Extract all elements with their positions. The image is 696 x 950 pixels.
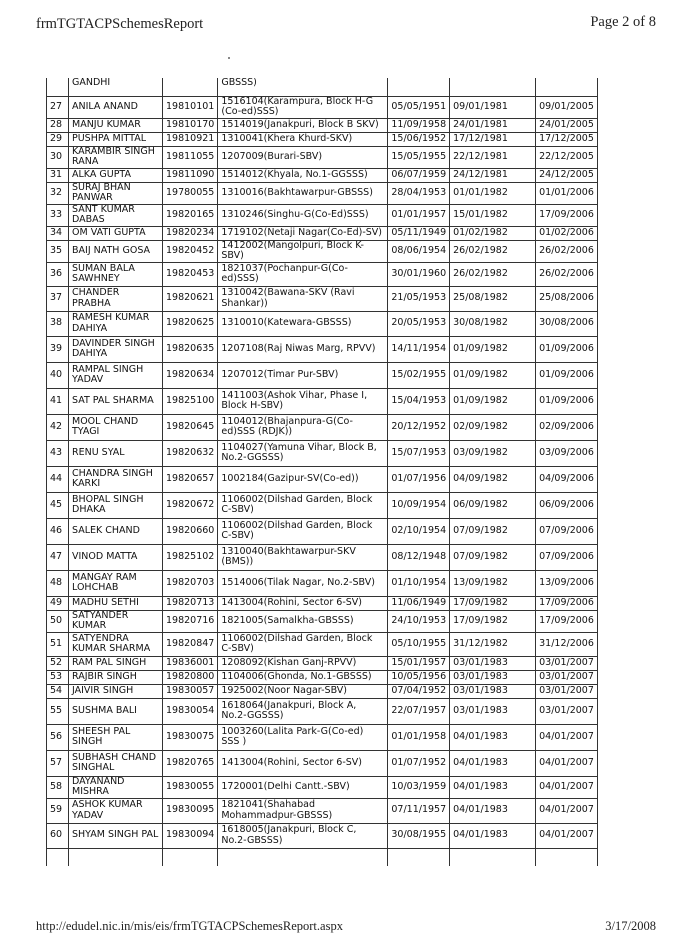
- cell-acp-date: 01/09/2006: [536, 336, 598, 362]
- cell-name: RAMPAL SINGH YADAV: [69, 362, 163, 388]
- cell-dob: 01/10/1954: [388, 570, 450, 596]
- cell-name: SHYAM SINGH PAL: [69, 823, 163, 848]
- cell-school: 1207012(Timar Pur-SBV): [218, 362, 388, 388]
- cell-name: OM VATI GUPTA: [69, 226, 163, 240]
- table-row: [47, 596, 598, 610]
- table-row: [47, 132, 598, 146]
- cell-sno: 32: [47, 182, 69, 204]
- cell-sno: 57: [47, 750, 69, 776]
- cell-code: 19830054: [163, 698, 218, 724]
- cell-acp-date: 03/01/2007: [536, 670, 598, 684]
- cell-sno: 48: [47, 570, 69, 596]
- cell-dob: 05/05/1951: [388, 96, 450, 118]
- cell-sno: 50: [47, 610, 69, 632]
- cell-code: 19820672: [163, 492, 218, 518]
- empty-cell: [69, 848, 163, 866]
- cell-name: RENU SYAL: [69, 440, 163, 466]
- cell-name: SURAJ BHAN PANWAR: [69, 182, 163, 204]
- cell-name: DAVINDER SINGH DAHIYA: [69, 336, 163, 362]
- cell-doj: 22/12/1981: [450, 146, 536, 168]
- cell-school: 1104027(Yamuna Vihar, Block B, No.2-GGSSS): [218, 440, 388, 466]
- cell-sno: 60: [47, 823, 69, 848]
- cell-code: 19780055: [163, 182, 218, 204]
- table-row: [47, 698, 598, 724]
- cell-acp-date: 26/02/2006: [536, 240, 598, 262]
- cell-dob: 01/07/1952: [388, 750, 450, 776]
- cell-code: 19820765: [163, 750, 218, 776]
- cell-name: SATYENDRA KUMAR SHARMA: [69, 632, 163, 656]
- cell-dob: 21/05/1953: [388, 286, 450, 311]
- cell-school: 1104006(Ghonda, No.1-GBSSS): [218, 670, 388, 684]
- cell-code: 19820165: [163, 204, 218, 226]
- cell-doj: [450, 78, 536, 96]
- cell-code: 19830055: [163, 776, 218, 798]
- cell-sno: 42: [47, 414, 69, 440]
- table-row: [47, 240, 598, 262]
- cell-acp-date: 01/01/2006: [536, 182, 598, 204]
- empty-cell: [218, 848, 388, 866]
- cell-school: GBSSS): [218, 78, 388, 96]
- cell-doj: 01/09/1982: [450, 388, 536, 414]
- table-row: [47, 204, 598, 226]
- cell-code: 19820657: [163, 466, 218, 492]
- cell-code: 19820800: [163, 670, 218, 684]
- table-row: [47, 168, 598, 182]
- cell-dob: 30/01/1960: [388, 262, 450, 286]
- table-row: [47, 798, 598, 823]
- cell-school: 1413004(Rohini, Sector 6-SV): [218, 750, 388, 776]
- cell-dob: 24/10/1953: [388, 610, 450, 632]
- cell-acp-date: 04/01/2007: [536, 798, 598, 823]
- cell-acp-date: 26/02/2006: [536, 262, 598, 286]
- cell-school: 1310246(Singhu-G(Co-Ed)SSS): [218, 204, 388, 226]
- cell-acp-date: 22/12/2005: [536, 146, 598, 168]
- cell-dob: 30/08/1955: [388, 823, 450, 848]
- cell-acp-date: 02/09/2006: [536, 414, 598, 440]
- cell-dob: 28/04/1953: [388, 182, 450, 204]
- cell-doj: 03/01/1983: [450, 656, 536, 670]
- cell-code: 19820452: [163, 240, 218, 262]
- cell-doj: 30/08/1982: [450, 311, 536, 336]
- cell-doj: 04/01/1983: [450, 798, 536, 823]
- cell-acp-date: 30/08/2006: [536, 311, 598, 336]
- cell-acp-date: 03/01/2007: [536, 684, 598, 698]
- cell-name: MOOL CHAND TYAGI: [69, 414, 163, 440]
- cell-doj: 15/01/1982: [450, 204, 536, 226]
- cell-school: 1003260(Lalita Park-G(Co-ed) SSS ): [218, 724, 388, 750]
- table-row: [47, 610, 598, 632]
- cell-name: PUSHPA MITTAL: [69, 132, 163, 146]
- cell-name: MANGAY RAM LOHCHAB: [69, 570, 163, 596]
- cell-school: 1207009(Burari-SBV): [218, 146, 388, 168]
- cell-school: 1310041(Khera Khurd-SKV): [218, 132, 388, 146]
- cell-code: 19810921: [163, 132, 218, 146]
- cell-doj: 03/09/1982: [450, 440, 536, 466]
- table-row: [47, 632, 598, 656]
- table-row: [47, 388, 598, 414]
- cell-school: 1106002(Dilshad Garden, Block C-SBV): [218, 518, 388, 544]
- cell-name: DAYANAND MISHRA: [69, 776, 163, 798]
- continuation-row: [47, 78, 598, 96]
- table-row: [47, 466, 598, 492]
- cell-sno: 30: [47, 146, 69, 168]
- cell-dob: 10/05/1956: [388, 670, 450, 684]
- trailing-empty-row: [47, 848, 598, 866]
- cell-name: VINOD MATTA: [69, 544, 163, 570]
- cell-dob: 10/03/1959: [388, 776, 450, 798]
- cell-code: 19820621: [163, 286, 218, 311]
- cell-code: 19820634: [163, 362, 218, 388]
- cell-code: 19820635: [163, 336, 218, 362]
- cell-name: SUSHMA BALI: [69, 698, 163, 724]
- cell-code: 19820703: [163, 570, 218, 596]
- cell-sno: [47, 78, 69, 96]
- cell-doj: 24/12/1981: [450, 168, 536, 182]
- cell-school: 1514012(Khyala, No.1-GGSSS): [218, 168, 388, 182]
- cell-acp-date: 24/12/2005: [536, 168, 598, 182]
- cell-code: 19820645: [163, 414, 218, 440]
- cell-acp-date: 07/09/2006: [536, 518, 598, 544]
- cell-school: 1310040(Bakhtawarpur-SKV (BMS)): [218, 544, 388, 570]
- cell-sno: 39: [47, 336, 69, 362]
- table-row: [47, 684, 598, 698]
- cell-dob: 08/12/1948: [388, 544, 450, 570]
- cell-acp-date: 07/09/2006: [536, 544, 598, 570]
- cell-acp-date: 09/01/2005: [536, 96, 598, 118]
- cell-acp-date: 17/09/2006: [536, 596, 598, 610]
- table-row: [47, 414, 598, 440]
- cell-sno: 41: [47, 388, 69, 414]
- cell-sno: 51: [47, 632, 69, 656]
- cell-acp-date: 17/09/2006: [536, 610, 598, 632]
- cell-doj: 17/09/1982: [450, 596, 536, 610]
- cell-sno: 47: [47, 544, 69, 570]
- cell-acp-date: 06/09/2006: [536, 492, 598, 518]
- cell-code: 19811090: [163, 168, 218, 182]
- cell-sno: 40: [47, 362, 69, 388]
- cell-school: 1413004(Rohini, Sector 6-SV): [218, 596, 388, 610]
- empty-cell: [47, 848, 69, 866]
- cell-school: 1310010(Katewara-GBSSS): [218, 311, 388, 336]
- cell-acp-date: 01/02/2006: [536, 226, 598, 240]
- cell-school: 1925002(Noor Nagar-SBV): [218, 684, 388, 698]
- cell-code: 19830094: [163, 823, 218, 848]
- cell-dob: 01/07/1956: [388, 466, 450, 492]
- cell-acp-date: 03/09/2006: [536, 440, 598, 466]
- table-row: [47, 226, 598, 240]
- cell-doj: 17/12/1981: [450, 132, 536, 146]
- footer-url: http://edudel.nic.in/mis/eis/frmTGTACPSchemesReport.aspx: [36, 919, 343, 933]
- cell-sno: 34: [47, 226, 69, 240]
- cell-doj: 01/09/1982: [450, 362, 536, 388]
- table-row: [47, 118, 598, 132]
- cell-code: 19810170: [163, 118, 218, 132]
- cell-name: KARAMBIR SINGH RANA: [69, 146, 163, 168]
- table-body: [47, 78, 598, 866]
- cell-school: 1412002(Mangolpuri, Block K-SBV): [218, 240, 388, 262]
- table-row: [47, 311, 598, 336]
- table-row: [47, 96, 598, 118]
- cell-school: 1720001(Delhi Cantt.-SBV): [218, 776, 388, 798]
- cell-dob: 07/04/1952: [388, 684, 450, 698]
- cell-acp-date: 13/09/2006: [536, 570, 598, 596]
- table-row: [47, 823, 598, 848]
- cell-acp-date: 03/01/2007: [536, 656, 598, 670]
- cell-dob: 14/11/1954: [388, 336, 450, 362]
- cell-doj: 03/01/1983: [450, 670, 536, 684]
- cell-name: SAT PAL SHARMA: [69, 388, 163, 414]
- cell-name: BAIJ NATH GOSA: [69, 240, 163, 262]
- cell-sno: 44: [47, 466, 69, 492]
- table-row: [47, 518, 598, 544]
- table-row: [47, 750, 598, 776]
- cell-school: 1310016(Bakhtawarpur-GBSSS): [218, 182, 388, 204]
- cell-code: 19811055: [163, 146, 218, 168]
- scan-artifact-dot: [228, 57, 230, 59]
- cell-dob: 20/12/1952: [388, 414, 450, 440]
- cell-doj: 13/09/1982: [450, 570, 536, 596]
- cell-school: 1719102(Netaji Nagar(Co-Ed)-SV): [218, 226, 388, 240]
- table-row: [47, 146, 598, 168]
- cell-dob: 02/10/1954: [388, 518, 450, 544]
- cell-doj: 01/02/1982: [450, 226, 536, 240]
- cell-dob: 08/06/1954: [388, 240, 450, 262]
- cell-acp-date: 01/09/2006: [536, 362, 598, 388]
- cell-dob: 06/07/1959: [388, 168, 450, 182]
- report-title: frmTGTACPSchemesReport: [36, 16, 204, 32]
- cell-name: SALEK CHAND: [69, 518, 163, 544]
- cell-school: 1514006(Tilak Nagar, No.2-SBV): [218, 570, 388, 596]
- cell-acp-date: 04/01/2007: [536, 776, 598, 798]
- cell-school: 1618064(Janakpuri, Block A, No.2-GGSSS): [218, 698, 388, 724]
- cell-doj: 06/09/1982: [450, 492, 536, 518]
- cell-sno: 46: [47, 518, 69, 544]
- cell-dob: 01/01/1957: [388, 204, 450, 226]
- cell-name: RAJBIR SINGH: [69, 670, 163, 684]
- cell-school: 1514019(Janakpuri, Block B SKV): [218, 118, 388, 132]
- cell-doj: 25/08/1982: [450, 286, 536, 311]
- cell-dob: 15/04/1953: [388, 388, 450, 414]
- cell-sno: 29: [47, 132, 69, 146]
- cell-name: JAIVIR SINGH: [69, 684, 163, 698]
- cell-sno: 28: [47, 118, 69, 132]
- cell-name: GANDHI: [69, 78, 163, 96]
- empty-cell: [536, 848, 598, 866]
- cell-dob: [388, 78, 450, 96]
- cell-sno: 49: [47, 596, 69, 610]
- cell-school: 1106002(Dilshad Garden, Block C-SBV): [218, 632, 388, 656]
- cell-acp-date: 24/01/2005: [536, 118, 598, 132]
- cell-name: CHANDRA SINGH KARKI: [69, 466, 163, 492]
- cell-doj: 04/01/1983: [450, 776, 536, 798]
- cell-doj: 02/09/1982: [450, 414, 536, 440]
- cell-doj: 04/01/1983: [450, 750, 536, 776]
- cell-doj: 01/01/1982: [450, 182, 536, 204]
- cell-sno: 31: [47, 168, 69, 182]
- cell-sno: 53: [47, 670, 69, 684]
- cell-school: 1618005(Janakpuri, Block C, No.2-GBSSS): [218, 823, 388, 848]
- cell-name: BHOPAL SINGH DHAKA: [69, 492, 163, 518]
- cell-dob: 15/07/1953: [388, 440, 450, 466]
- cell-school: 1411003(Ashok Vihar, Phase I, Block H-SBV): [218, 388, 388, 414]
- cell-name: CHANDER PRABHA: [69, 286, 163, 311]
- cell-acp-date: 17/12/2005: [536, 132, 598, 146]
- cell-name: ANILA ANAND: [69, 96, 163, 118]
- cell-school: 1208092(Kishan Ganj-RPVV): [218, 656, 388, 670]
- cell-dob: 22/07/1957: [388, 698, 450, 724]
- cell-dob: 11/06/1949: [388, 596, 450, 610]
- cell-name: ASHOK KUMAR YADAV: [69, 798, 163, 823]
- table-row: [47, 570, 598, 596]
- cell-acp-date: 04/01/2007: [536, 750, 598, 776]
- table-row: [47, 182, 598, 204]
- cell-school: 1516104(Karampura, Block H-G (Co-ed)SSS): [218, 96, 388, 118]
- cell-sno: 38: [47, 311, 69, 336]
- cell-dob: 05/10/1955: [388, 632, 450, 656]
- cell-doj: 26/02/1982: [450, 240, 536, 262]
- cell-school: 1104012(Bhajanpura-G(Co-ed)SSS (RDJK)): [218, 414, 388, 440]
- cell-school: 1821005(Samalkha-GBSSS): [218, 610, 388, 632]
- cell-sno: 52: [47, 656, 69, 670]
- cell-code: 19820632: [163, 440, 218, 466]
- cell-name: SATYANDER KUMAR: [69, 610, 163, 632]
- cell-doj: 17/09/1982: [450, 610, 536, 632]
- cell-sno: 33: [47, 204, 69, 226]
- cell-acp-date: 04/01/2007: [536, 823, 598, 848]
- cell-name: RAM PAL SINGH: [69, 656, 163, 670]
- table-row: [47, 670, 598, 684]
- cell-name: SUBHASH CHAND SINGHAL: [69, 750, 163, 776]
- cell-dob: 10/09/1954: [388, 492, 450, 518]
- table-row: [47, 724, 598, 750]
- cell-code: 19820660: [163, 518, 218, 544]
- table-row: [47, 362, 598, 388]
- cell-dob: 15/06/1952: [388, 132, 450, 146]
- cell-code: 19820716: [163, 610, 218, 632]
- page-number: Page 2 of 8: [590, 14, 656, 30]
- cell-dob: 15/05/1955: [388, 146, 450, 168]
- acp-scheme-table: [46, 78, 598, 866]
- cell-code: 19830095: [163, 798, 218, 823]
- cell-doj: 07/09/1982: [450, 518, 536, 544]
- footer-date: 3/17/2008: [605, 919, 656, 933]
- cell-code: 19820453: [163, 262, 218, 286]
- cell-doj: 07/09/1982: [450, 544, 536, 570]
- cell-code: 19820625: [163, 311, 218, 336]
- cell-name: SHEESH PAL SINGH: [69, 724, 163, 750]
- cell-acp-date: [536, 78, 598, 96]
- cell-dob: 20/05/1953: [388, 311, 450, 336]
- cell-code: 19820713: [163, 596, 218, 610]
- cell-sno: 36: [47, 262, 69, 286]
- cell-acp-date: 31/12/2006: [536, 632, 598, 656]
- cell-sno: 55: [47, 698, 69, 724]
- cell-doj: 26/02/1982: [450, 262, 536, 286]
- cell-dob: 11/09/1958: [388, 118, 450, 132]
- cell-school: 1002184(Gazipur-SV(Co-ed)): [218, 466, 388, 492]
- cell-code: 19825100: [163, 388, 218, 414]
- table-row: [47, 262, 598, 286]
- cell-doj: 09/01/1981: [450, 96, 536, 118]
- table-row: [47, 776, 598, 798]
- cell-doj: 03/01/1983: [450, 698, 536, 724]
- cell-sno: 43: [47, 440, 69, 466]
- cell-name: MADHU SETHI: [69, 596, 163, 610]
- empty-cell: [163, 848, 218, 866]
- cell-school: 1207108(Raj Niwas Marg, RPVV): [218, 336, 388, 362]
- cell-dob: 07/11/1957: [388, 798, 450, 823]
- cell-acp-date: 04/09/2006: [536, 466, 598, 492]
- cell-code: [163, 78, 218, 96]
- cell-dob: 15/01/1957: [388, 656, 450, 670]
- cell-school: 1310042(Bawana-SKV (Ravi Shankar)): [218, 286, 388, 311]
- cell-code: 19820847: [163, 632, 218, 656]
- cell-code: 19810101: [163, 96, 218, 118]
- cell-doj: 03/01/1983: [450, 684, 536, 698]
- cell-acp-date: 03/01/2007: [536, 698, 598, 724]
- cell-doj: 01/09/1982: [450, 336, 536, 362]
- cell-code: 19830057: [163, 684, 218, 698]
- cell-name: SANT KUMAR DABAS: [69, 204, 163, 226]
- cell-doj: 04/01/1983: [450, 724, 536, 750]
- cell-school: 1106002(Dilshad Garden, Block C-SBV): [218, 492, 388, 518]
- table-row: [47, 656, 598, 670]
- cell-dob: 15/02/1955: [388, 362, 450, 388]
- cell-code: 19825102: [163, 544, 218, 570]
- cell-name: RAMESH KUMAR DAHIYA: [69, 311, 163, 336]
- cell-doj: 04/09/1982: [450, 466, 536, 492]
- cell-doj: 24/01/1981: [450, 118, 536, 132]
- cell-dob: 01/01/1958: [388, 724, 450, 750]
- table-row: [47, 492, 598, 518]
- cell-name: MANJU KUMAR: [69, 118, 163, 132]
- cell-doj: 04/01/1983: [450, 823, 536, 848]
- table-row: [47, 440, 598, 466]
- cell-sno: 56: [47, 724, 69, 750]
- cell-acp-date: 25/08/2006: [536, 286, 598, 311]
- cell-school: 1821041(Shahabad Mohammadpur-GBSSS): [218, 798, 388, 823]
- empty-cell: [388, 848, 450, 866]
- table-row: [47, 544, 598, 570]
- cell-sno: 35: [47, 240, 69, 262]
- cell-code: 19830075: [163, 724, 218, 750]
- cell-sno: 37: [47, 286, 69, 311]
- cell-doj: 31/12/1982: [450, 632, 536, 656]
- cell-sno: 59: [47, 798, 69, 823]
- cell-school: 1821037(Pochanpur-G(Co-ed)SSS): [218, 262, 388, 286]
- cell-sno: 58: [47, 776, 69, 798]
- cell-acp-date: 04/01/2007: [536, 724, 598, 750]
- cell-sno: 27: [47, 96, 69, 118]
- cell-sno: 54: [47, 684, 69, 698]
- cell-name: SUMAN BALA SAWHNEY: [69, 262, 163, 286]
- cell-code: 19836001: [163, 656, 218, 670]
- cell-sno: 45: [47, 492, 69, 518]
- table-row: [47, 286, 598, 311]
- cell-code: 19820234: [163, 226, 218, 240]
- cell-dob: 05/11/1949: [388, 226, 450, 240]
- cell-name: ALKA GUPTA: [69, 168, 163, 182]
- cell-acp-date: 01/09/2006: [536, 388, 598, 414]
- table-row: [47, 336, 598, 362]
- empty-cell: [450, 848, 536, 866]
- cell-acp-date: 17/09/2006: [536, 204, 598, 226]
